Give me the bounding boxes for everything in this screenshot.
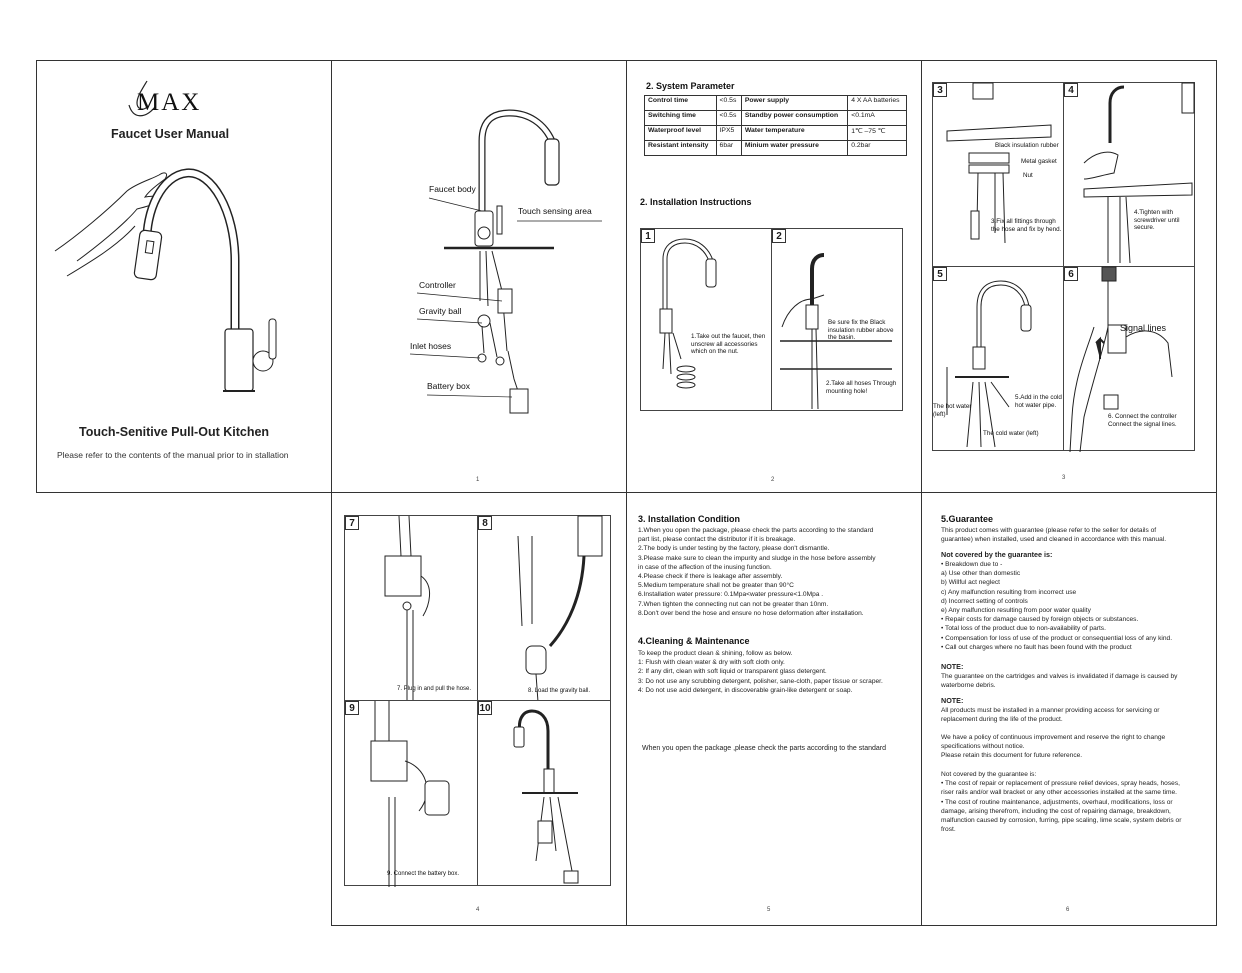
list-item: • Compensation for loss of use of the product or consequential loss of any kind.	[941, 634, 1173, 642]
table-cell: <0.5s	[716, 111, 741, 126]
label-gravity-ball: Gravity ball	[419, 306, 462, 316]
note-1-title: NOTE:	[941, 662, 964, 671]
text-line: damage, arising therefrom, including the cost of repairing damage, breakdown,	[941, 807, 1171, 815]
list-item: 8.Don't over bend the hose and ensure no hose deformation after installation.	[638, 609, 864, 617]
table-cell: IPX5	[716, 126, 741, 141]
list-item: • Breakdown due to -	[941, 561, 1003, 568]
list-item: • Call out charges where no fault has been found with the product	[941, 643, 1132, 651]
step-9-drawing	[345, 701, 479, 887]
condition-panel	[626, 492, 922, 926]
text-line: Please retain this document for future reference.	[941, 752, 1083, 760]
table-cell: 4 X AA batteries	[848, 96, 907, 111]
manual-title: Faucet User Manual	[111, 127, 230, 141]
not-covered-title: Not covered by the guarantee is:	[941, 550, 1053, 559]
step-9-figure	[344, 700, 478, 886]
page-number: 6	[1066, 907, 1070, 913]
step-6-text: 6. Connect the controller Connect the signal lines.	[1108, 413, 1177, 428]
list-item: part list, please contact the distributor if it is breakage.	[638, 536, 796, 544]
step-2-figure	[771, 228, 903, 411]
step-6-figure	[1063, 266, 1195, 451]
step-7-figure	[344, 515, 478, 701]
table-cell: Minium water pressure	[741, 141, 847, 156]
text-line: frost.	[941, 826, 956, 834]
step-number: 3	[933, 83, 947, 97]
label-inlet-hoses: Inlet hoses	[410, 341, 452, 351]
text-line: • The cost of routine maintenance, adjustments, overhaul, modifications, loss or	[941, 798, 1173, 806]
list-item: 2: If any dirt, clean with soft liquid or transparent glass detergent.	[638, 668, 827, 676]
step-5-hot: The hot water (left)	[933, 403, 972, 418]
step-2-text-b: 2.Take all hoses Through mounting hole!	[826, 380, 897, 395]
label-battery-box: Battery box	[427, 381, 470, 391]
list-item: 6.Installation water pressure: 0.1Mpa<water pressure<1.0Mpa .	[638, 591, 824, 599]
page-number: 4	[476, 907, 480, 913]
step-4-text: 4.Tighten with screwdriver until secure.	[1134, 209, 1180, 231]
signal-lines-label: Signal lines	[1120, 323, 1167, 333]
cleaning-title: 4.Cleaning & Maintenance	[638, 636, 750, 646]
table-cell: Power supply	[741, 96, 847, 111]
page-number: 5	[767, 907, 771, 913]
guarantee-title: 5.Guarantee	[941, 514, 994, 524]
list-item: 4.Please check if there is leakage after assembly.	[638, 573, 783, 581]
step-3-label-d: 3.Fix all fittings through the hose and fix by hend.	[991, 218, 1062, 233]
parameter-table	[644, 95, 907, 156]
step-10-drawing	[478, 701, 612, 887]
step-number: 7	[345, 516, 359, 530]
step-1-figure	[640, 228, 772, 411]
table-cell: <0.1mA	[848, 111, 907, 126]
note-1	[941, 672, 1213, 690]
step-8-drawing	[478, 516, 612, 702]
system-parameter-title: 2. System Parameter	[646, 81, 735, 91]
list-item: 4: Do not use acid detergent, in discoverable grain-like detergent or soap.	[638, 686, 853, 694]
step-4-drawing	[1064, 83, 1196, 268]
text-line: We have a policy of continuous improvement and reserve the right to change	[941, 734, 1166, 741]
page-number: 2	[771, 477, 775, 483]
step-number: 1	[641, 229, 655, 243]
table-cell: Resistant intensity	[645, 141, 717, 156]
list-item: 3: Do not use any scrubbing detergent, polisher, sane-cloth, paper tissue or scraper.	[638, 677, 883, 685]
cover-note: Please refer to the contents of the manual prior to in stallation	[57, 450, 289, 460]
steps-3-6-panel	[921, 60, 1217, 493]
step-3-drawing	[933, 83, 1065, 268]
params-panel	[626, 60, 922, 493]
step-7-text: 7. Plug in and pull the hose.	[397, 686, 472, 692]
table-cell: Control time	[645, 96, 717, 111]
step-1-drawing	[641, 229, 773, 412]
list-item: 1.When you open the package, please check the parts according to the standard	[638, 527, 874, 534]
installation-condition-title: 3. Installation Condition	[638, 514, 740, 524]
text-line: The guarantee on the cartridges and valves is invalidated if damage is caused by	[941, 673, 1178, 680]
parts-panel	[331, 60, 627, 493]
list-item: 5.Medium temperature shall not be greater than 90°C	[638, 582, 794, 590]
table-cell: Water temperature	[741, 126, 847, 141]
step-10-figure	[477, 700, 611, 886]
table-row	[645, 111, 907, 126]
page-number: 1	[476, 477, 480, 483]
list-item: in case of the affection of the inusing function.	[638, 563, 772, 571]
note-2	[941, 706, 1213, 724]
text-line: specifications without notice.	[941, 743, 1025, 751]
table-cell: <0.5s	[716, 96, 741, 111]
table-cell: 6bar	[716, 141, 741, 156]
text-line: All products must be installed in a manner providing access for servicing or	[941, 707, 1160, 714]
cover-panel	[36, 60, 332, 493]
not-covered-list	[941, 560, 1213, 652]
step-number: 5	[933, 267, 947, 281]
list-item: • Total loss of the product due to non-availability of parts.	[941, 625, 1106, 633]
step-4-figure	[1063, 82, 1195, 267]
guarantee-panel	[921, 492, 1217, 926]
list-item: 3.Please make sure to clean the impurity and sludge in the hose before assembly	[638, 554, 876, 562]
text-line: waterborne debris.	[941, 682, 996, 690]
list-item: 1: Flush with clean water & dry with soft cloth only.	[638, 659, 785, 667]
step-3-label-c: Nut	[1023, 172, 1033, 179]
step-8-figure	[477, 515, 611, 701]
product-title: Touch-Senitive Pull-Out Kitchen	[79, 425, 270, 439]
table-row	[645, 126, 907, 141]
guarantee-intro	[941, 526, 1213, 544]
label-controller: Controller	[419, 280, 456, 290]
list-item: e) Any malfunction resulting from poor water quality	[941, 607, 1091, 615]
step-number: 9	[345, 701, 359, 715]
step-5-cold: The cold water (left)	[983, 430, 1039, 437]
text-line: guarantee) when installed, used and cleaned in accordance with this manual.	[941, 536, 1167, 544]
text-line: This product comes with guarantee (please refer to the seller for details of	[941, 527, 1157, 534]
note-2-title: NOTE:	[941, 696, 964, 705]
step-9-text: 9. Connect the battery box.	[387, 871, 460, 877]
step-number: 2	[772, 229, 786, 243]
extra-note: When you open the package ,please check the parts according to the standard	[642, 745, 886, 752]
table-row	[645, 141, 907, 156]
installation-instructions-title: 2. Installation Instructions	[640, 197, 752, 207]
condition-list	[638, 526, 918, 618]
step-5-figure	[932, 266, 1064, 451]
table-cell: Waterproof level	[645, 126, 717, 141]
step-1-text: 1.Take out the faucet, then unscrew all accessories which on the nut.	[691, 333, 766, 355]
list-item: a) Use other than domestic	[941, 570, 1021, 578]
step-3-label-b: Metal gasket	[1021, 158, 1057, 165]
step-2-text-a: Be sure fix the Black insulation rubber above the basin.	[828, 319, 894, 341]
step-5-drawing	[933, 267, 1065, 452]
step-3-figure	[932, 82, 1064, 267]
text-line: • The cost of repair or replacement of pressure relief devices, spray heads, hoses,	[941, 780, 1180, 788]
step-5-add: 5.Add in the cold hot water pipe.	[1015, 394, 1062, 409]
table-cell: Switching time	[645, 111, 717, 126]
list-item: c) Any malfunction resulting from incorrect use	[941, 588, 1077, 596]
text-line: replacement during the life of the product.	[941, 716, 1063, 724]
tail-text	[941, 770, 1213, 834]
table-cell: 1℃ –75 ℃	[848, 126, 907, 141]
table-row	[645, 96, 907, 111]
step-number: 6	[1064, 267, 1078, 281]
list-item: 2.The body is under testing by the factory, please don't dismantle.	[638, 545, 830, 553]
step-number: 8	[478, 516, 492, 530]
page-number: 3	[1062, 475, 1066, 481]
list-item: b) Willful act neglect	[941, 579, 1000, 587]
step-8-text: 8. Load the gravity ball.	[528, 688, 591, 694]
text-line: riser rails and/or wall bracket or any other accessories installed at the same time.	[941, 789, 1178, 797]
label-touch-sensing: Touch sensing area	[518, 206, 592, 216]
parts-diagram	[332, 61, 628, 494]
list-item: 7.When tighten the connecting nut can not be greater than 10nm.	[638, 600, 829, 608]
step-number: 4	[1064, 83, 1078, 97]
table-cell: 0.2bar	[848, 141, 907, 156]
step-3-label-a: Black insulation rubber	[995, 142, 1059, 149]
list-item: • Repair costs for damage caused by foreign objects or substances.	[941, 616, 1139, 624]
text-line: Not covered by the guarantee is:	[941, 771, 1037, 778]
logo-text: MAX	[137, 89, 202, 116]
table-cell: Standby power consumption	[741, 111, 847, 126]
list-item: d) Incorrect setting of controls	[941, 597, 1028, 605]
policy-text	[941, 733, 1213, 761]
step-number: 10	[479, 703, 491, 714]
list-item: To keep the product clean & shining, follow as below.	[638, 650, 793, 657]
steps-7-10-panel	[331, 492, 627, 926]
step-7-drawing	[345, 516, 479, 702]
text-line: malfunction caused by corrosion, furring, pipe scaling, lime scale, system debris or	[941, 817, 1182, 825]
cleaning-list	[638, 649, 918, 695]
label-faucet-body: Faucet body	[429, 184, 476, 194]
